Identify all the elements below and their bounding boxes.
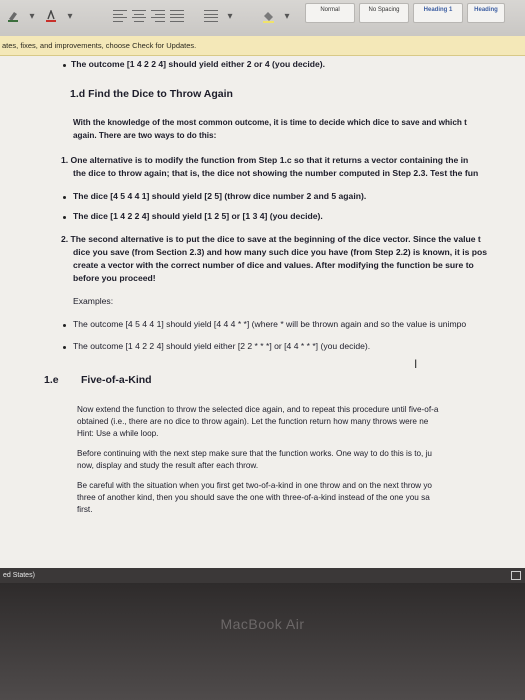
justify-icon (170, 10, 184, 22)
style-heading[interactable]: Heading (467, 3, 505, 23)
paragraph-2-line-1: Before continuing with the next step make sure that the function works. One way to do this is to, ju (77, 449, 432, 458)
bullet-icon (63, 64, 66, 67)
bullet-a-text: The dice [4 5 4 4 1] should yield [2 5] (throw dice number 2 and 5 again). (73, 191, 367, 201)
style-no-spacing[interactable]: No Spacing (359, 3, 409, 23)
bullet-d-text: The outcome [1 4 2 2 4] should yield either [2 2 * * *] or [4 4 * * *] (you decide). (73, 341, 371, 351)
font-color-button[interactable] (44, 9, 58, 23)
language-status[interactable]: ed States) (3, 572, 35, 579)
text-cursor-icon: I (414, 357, 418, 371)
shading-button[interactable] (261, 9, 275, 23)
intro-line-2: again. There are two ways to do this: (73, 131, 217, 140)
item-1-line-2: the dice to throw again; that is, the dice not showing the number computed in Step 2.3. Test the fun (73, 168, 479, 178)
status-bar (0, 568, 525, 583)
bullet-icon (63, 196, 66, 199)
dropdown-chevron-icon[interactable]: ▾ (284, 10, 290, 22)
align-center-button[interactable] (132, 9, 146, 23)
style-normal[interactable]: Normal (305, 3, 355, 23)
align-left-button[interactable] (113, 9, 127, 23)
intro-line-1: With the knowledge of the most common outcome, it is time to decide which dice to save and which t (73, 118, 467, 127)
ribbon-toolbar (0, 0, 525, 37)
section-e-number: 1.e (44, 374, 59, 386)
update-message-bar (0, 36, 525, 56)
bullet-icon (63, 346, 66, 349)
paragraph-3-line-1: Be careful with the situation when you first get two-of-a-kind in one throw and on the next throw yo (77, 481, 432, 490)
document-page[interactable] (0, 56, 525, 568)
paint-bucket-icon (262, 10, 275, 23)
formatting-tools (6, 9, 343, 23)
item-2-line-2: dice you save (from Section 2.3) and how many such dice you have (from Step 2.2) is known, it is pos (73, 247, 488, 257)
section-d-title: 1.d Find the Dice to Throw Again (70, 88, 233, 100)
section-e-title: Five-of-a-Kind (81, 374, 152, 386)
focus-view-icon[interactable] (511, 571, 521, 580)
paragraph-1-line-3: Hint: Use a while loop. (77, 429, 159, 438)
dropdown-chevron-icon[interactable]: ▾ (227, 10, 233, 22)
align-left-icon (113, 10, 127, 22)
examples-label: Examples: (73, 296, 114, 306)
bullet-c-text: The outcome [4 5 4 4 1] should yield [4 4 4 * *] (where * will be thrown again and so the value is unimpo (73, 319, 467, 329)
styles-gallery (305, 3, 505, 23)
top-bullet-text: The outcome [1 4 2 2 4] should yield either 2 or 4 (you decide). (71, 59, 326, 69)
bullet-b-text: The dice [1 4 2 2 4] should yield [1 2 5] or [1 3 4] (you decide). (73, 211, 323, 221)
paragraph-3-line-3: first. (77, 505, 93, 514)
align-right-button[interactable] (151, 9, 165, 23)
bullet-icon (63, 216, 66, 219)
align-right-icon (151, 10, 165, 22)
dropdown-chevron-icon[interactable]: ▾ (29, 10, 35, 22)
paragraph-1-line-2: obtained (i.e., there are no dice to throw again). Let the function return how many throws were ne (77, 417, 429, 426)
style-heading-1[interactable]: Heading 1 (413, 3, 463, 23)
item-2-line-3: create a vector with the correct number of dice and values. After modifying the function be sure to (73, 260, 474, 270)
laptop-bezel (0, 583, 525, 700)
line-spacing-icon (204, 10, 218, 22)
item-2-line-1: 2. The second alternative is to put the dice to save at the beginning of the dice vector. Since the value t (61, 234, 481, 244)
item-1-line-1: 1. One alternative is to modify the function from Step 1.c so that it returns a vector containing the in (61, 155, 469, 165)
laptop-brand-label: MacBook Air (220, 616, 305, 632)
highlight-color-button[interactable] (6, 9, 20, 23)
paragraph-2-line-2: now, display and study the result after each throw. (77, 461, 259, 470)
highlighter-icon (7, 10, 19, 22)
paragraph-1-line-1: Now extend the function to throw the selected dice again, and to repeat this procedure until five-of-a (77, 405, 439, 414)
align-center-icon (132, 10, 146, 22)
dropdown-chevron-icon[interactable]: ▾ (67, 10, 73, 22)
justify-button[interactable] (170, 9, 184, 23)
bullet-icon (63, 324, 66, 327)
line-spacing-button[interactable] (204, 9, 218, 23)
paragraph-3-line-2: three of another kind, then you should save the one with three-of-a-kind instead of the one you sa (77, 493, 430, 502)
font-color-icon (45, 10, 57, 22)
item-2-line-4: before you proceed! (73, 273, 156, 283)
update-message-text: ates, fixes, and improvements, choose Check for Updates. (2, 41, 197, 50)
